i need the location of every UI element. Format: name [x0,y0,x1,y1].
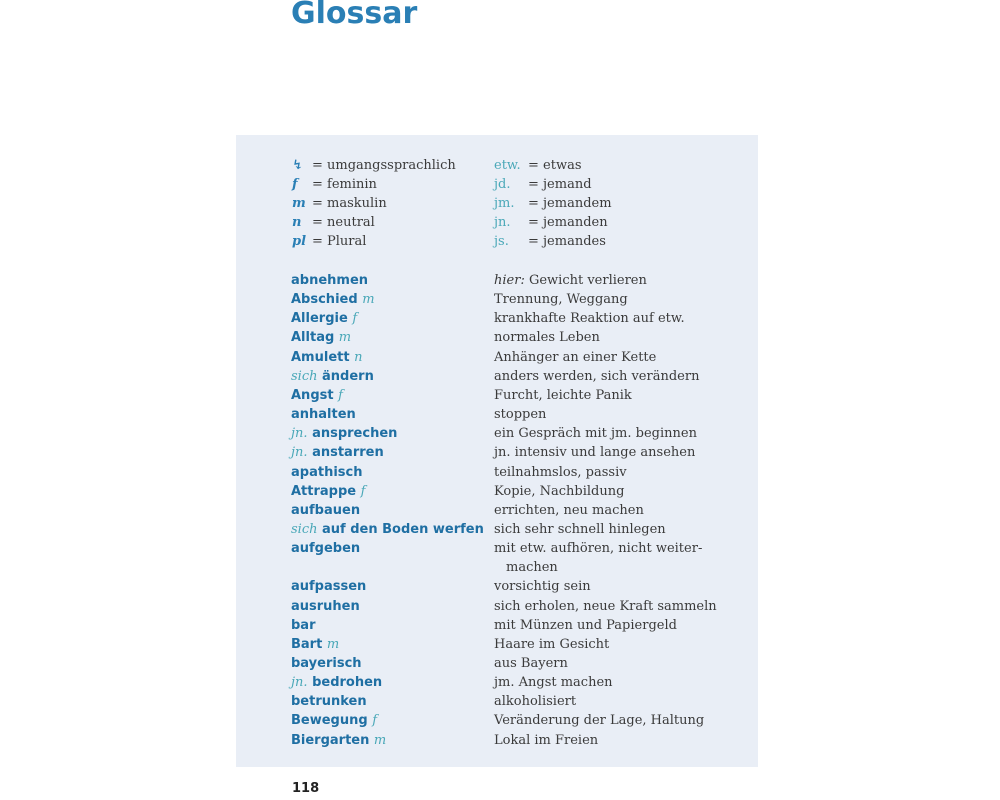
glossary-definition [494,711,704,730]
glossary-definition [494,386,632,405]
abbreviation-symbol: m [292,196,306,211]
term-word: apathisch [291,464,363,480]
definition-text: teilnahmslos, passiv [494,464,627,480]
definition-text: jn. intensiv und lange ansehen [494,445,696,461]
abbreviation-meaning: = jemandem [528,196,612,211]
abbreviation-meaning: = etwas [528,158,582,173]
term-prefix: sich [291,521,318,537]
abbreviation-symbol: n [292,215,302,230]
definition-continuation: machen [506,560,558,576]
term-word: betrunken [291,694,367,710]
term-word: Alltag [291,330,335,346]
glossary-term [291,731,386,750]
glossary-definition [494,328,600,347]
glossary-term [291,367,374,386]
abbreviation-meaning: = neutral [312,215,375,230]
page-title: Glossar [291,0,418,31]
abbreviation-symbol: ↯ [292,158,304,173]
abbreviation-meaning: = jemanden [528,215,608,230]
definition-text: sich sehr schnell hinlegen [494,521,666,537]
page-number: 118 [292,781,320,796]
abbreviation-symbol: jn. [494,215,511,230]
definition-text: Veränderung der Lage, Haltung [494,713,705,729]
term-word: anhalten [291,407,356,423]
glossary-term [291,520,484,539]
grammatical-gender: f [372,713,378,729]
definition-text: sich erholen, neue Kraft sammeln [494,598,717,614]
grammatical-gender: m [362,292,375,308]
term-prefix: jn. [291,426,308,442]
term-prefix: jn. [291,445,308,461]
glossary-definition [494,443,695,462]
term-word: Angst [291,387,334,403]
term-word: ausruhen [291,598,360,614]
definition-text: Lokal im Freien [494,732,599,748]
definition-text: aus Bayern [494,656,568,671]
abbreviation-meaning: = feminin [312,177,377,192]
term-word: aufbauen [291,502,361,518]
definition-text: errichten, neu machen [494,502,644,518]
glossary-definition [494,577,591,596]
grammatical-gender: m [326,636,340,652]
grammatical-gender: f [338,387,343,403]
definition-text: Gewicht verlieren [524,273,647,288]
definition-text: Kopie, Nachbildung [494,483,625,499]
glossary-definition [494,290,628,309]
term-word: Bewegung [291,713,368,729]
glossary-term [291,386,343,405]
glossary-term [291,692,367,711]
grammatical-gender: m [373,732,387,748]
glossary-term [291,482,365,501]
glossary-term [291,309,357,328]
abbreviation-symbol: jm. [494,196,515,211]
glossary-definition [494,482,624,501]
abbreviation-symbol: etw. [494,158,521,173]
grammatical-gender: m [338,330,352,346]
glossary-definition [494,539,702,558]
glossary-definition [494,405,546,424]
definition-text: ein Gespräch mit jm. beginnen [494,426,697,442]
glossary-term [291,539,360,558]
term-word: aufpassen [291,579,367,595]
glossary-definition [494,309,685,328]
glossary-term [291,635,339,654]
definition-text: stoppen [494,407,547,423]
glossary-definition [494,692,576,711]
term-word: bedrohen [312,675,383,691]
grammatical-gender: n [354,349,363,365]
abbreviation-meaning: = jemand [528,177,592,192]
glossary-definition [494,348,656,367]
abbreviation-meaning: = jemandes [528,234,606,249]
definition-text: Anhänger an einer Kette [494,349,657,365]
definition-text: mit Münzen und Papiergeld [494,617,677,633]
term-word: Attrappe [291,483,357,499]
glossary-definition [494,654,568,673]
definition-text: jm. Angst machen [494,675,613,691]
abbreviation-symbol: f [292,177,298,192]
definition-text: mit etw. aufhören, nicht weiter- [494,541,703,557]
term-word: aufgeben [291,541,361,557]
definition-text: Furcht, leichte Panik [494,387,632,403]
glossary-definition [494,520,666,539]
definition-qualifier: hier: [494,273,525,288]
definition-text: Trennung, Weggang [494,292,628,308]
definition-text: alkoholisiert [494,694,577,710]
definition-text: krankhafte Reaktion auf etw. [494,311,685,327]
glossary-definition [494,367,699,386]
term-word: Allergie [291,311,348,327]
glossary-term [291,501,360,520]
glossary-definition [494,616,677,635]
abbreviation-meaning: = Plural [312,234,367,249]
glossary-term [291,577,366,596]
glossary-definition [494,424,697,443]
abbreviation-symbol: jd. [494,177,511,192]
term-word: abnehmen [291,273,369,288]
term-word: Amulett [291,349,350,365]
abbreviation-symbol: js. [494,234,509,249]
abbreviation-meaning: = umgangssprachlich [312,158,456,173]
glossary-term [291,348,362,367]
grammatical-gender: f [360,483,366,499]
glossary-term [291,271,368,290]
term-word: Biergarten [291,732,370,748]
glossary-term [291,654,362,673]
glossary-term [291,597,360,616]
glossary-definition [494,271,647,290]
glossary-term [291,443,384,462]
glossary-term [291,424,397,443]
term-word: anstarren [312,445,384,461]
term-word: bar [291,617,316,633]
term-word: Abschied [291,292,358,308]
glossary-term [291,463,362,482]
glossary-definition [494,635,609,654]
term-prefix: jn. [291,675,308,691]
glossary-term [291,673,382,692]
abbreviation-symbol: pl [292,234,307,249]
term-word: auf den Boden werfen [322,521,484,537]
glossary-definition [494,463,627,482]
term-prefix: sich [291,368,318,384]
glossary-term [291,328,351,347]
glossary-term [291,711,377,730]
glossary-definition [494,501,644,520]
term-word: bayerisch [291,656,362,671]
grammatical-gender: f [352,311,358,327]
definition-text: Haare im Gesicht [494,636,610,652]
glossary-definition [494,673,613,692]
glossary-definition [494,597,717,616]
abbreviation-meaning: = maskulin [312,196,387,211]
glossary-definition [494,731,598,750]
definition-text: anders werden, sich verändern [494,368,700,384]
term-word: ändern [322,368,374,384]
definition-text: vorsichtig sein [494,579,591,595]
glossary-term [291,405,356,424]
glossary-term [291,616,316,635]
definition-text: normales Leben [494,330,600,346]
term-word: Bart [291,636,323,652]
term-word: ansprechen [312,426,398,442]
glossary-term [291,290,375,309]
